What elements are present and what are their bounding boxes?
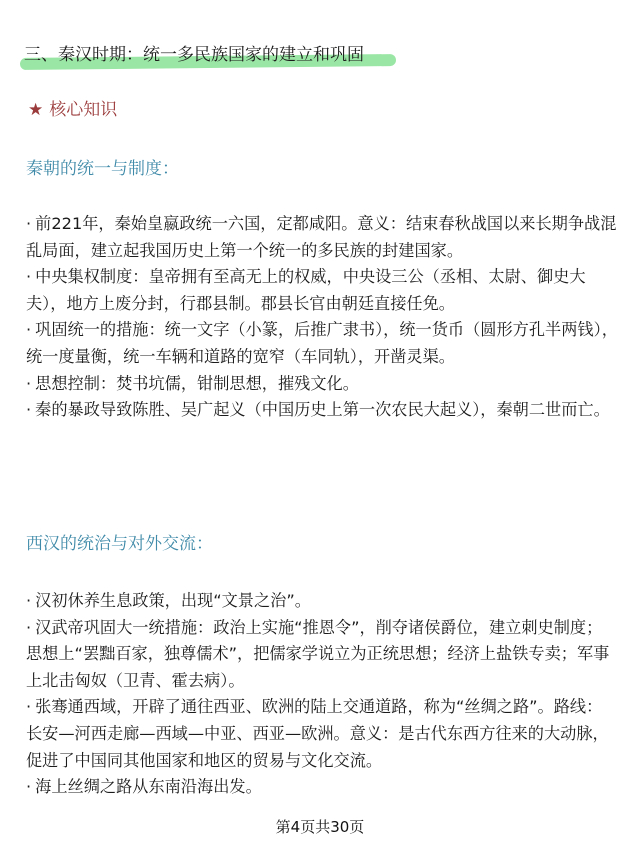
list-item bbox=[26, 211, 618, 264]
bullet-icon: · bbox=[26, 373, 32, 393]
list-item-text: 张骞通西域，开辟了通往西亚、欧洲的陆上交通道路，称为“丝绸之路”。路线：长安—河西走廊—西域—中亚、西亚—欧洲。意义：是古代东西方往来的大动脉，促进了中国同其他国家和地区的贸易与文化交流。 bbox=[26, 697, 609, 770]
bullet-icon: · bbox=[26, 214, 32, 233]
list-item-text: 汉武帝巩固大一统措施：政治上实施“推恩令”，削夺诸侯爵位，建立刺史制度；思想上“罢黜百家，独尊儒术”，把儒家学说立为正统思想；经济上盐铁专卖；军事上北击匈奴（卫青、霍去病）。 bbox=[26, 617, 610, 690]
bullet-icon: · bbox=[26, 320, 32, 340]
chapter-title: 三、秦汉时期：统一多民族国家的建立和巩固 bbox=[24, 45, 364, 65]
list-item bbox=[26, 588, 618, 615]
list-item bbox=[26, 264, 618, 317]
bullet-icon: · bbox=[26, 697, 32, 717]
list-item bbox=[26, 371, 618, 398]
list-item bbox=[26, 774, 618, 801]
list-item bbox=[26, 397, 618, 424]
list-item-text: 中央集权制度：皇帝拥有至高无上的权威，中央设三公（丞相、太尉、御史大夫），地方上废分封，行郡县制。郡县长官由朝廷直接任免。 bbox=[26, 267, 586, 313]
section-heading-western-han: 西汉的统治与对外交流： bbox=[26, 534, 213, 554]
list-item-text: 思想控制：焚书坑儒，钳制思想，摧残文化。 bbox=[35, 373, 359, 393]
list-item-text: 海上丝绸之路从东南沿海出发。 bbox=[35, 777, 262, 797]
section-heading-qin: 秦朝的统一与制度： bbox=[26, 159, 179, 179]
list-item bbox=[26, 615, 618, 695]
bullet-icon: · bbox=[26, 591, 32, 610]
list-item-text: 巩固统一的措施：统一文字（小篆，后推广隶书），统一货币（圆形方孔半两钱），统一度量衡，统一车辆和道路的宽窄（车同轨），开凿灵渠。 bbox=[26, 320, 618, 366]
list-item-text: 前221年，秦始皇嬴政统一六国，定都咸阳。意义：结束春秋战国以来长期争战混乱局面，建立起我国历史上第一个统一的多民族的封建国家。 bbox=[26, 214, 617, 260]
core-knowledge-heading bbox=[28, 99, 117, 121]
bullet-icon: · bbox=[26, 267, 32, 287]
bullet-list-western-han bbox=[26, 588, 618, 801]
core-knowledge-label: 核心知识 bbox=[49, 100, 118, 120]
bullet-icon: · bbox=[26, 777, 32, 797]
list-item-text: 秦的暴政导致陈胜、吴广起义（中国历史上第一次农民大起义），秦朝二世而亡。 bbox=[35, 400, 610, 420]
bullet-icon: · bbox=[26, 400, 32, 420]
star-icon: ★ bbox=[28, 100, 44, 120]
bullet-icon: · bbox=[26, 617, 32, 637]
bullet-list-qin bbox=[26, 211, 618, 424]
list-item-text: 汉初休养生息政策，出现“文景之治”。 bbox=[35, 591, 311, 610]
list-item bbox=[26, 317, 618, 370]
page-number: 第4页共30页 bbox=[275, 818, 365, 836]
list-item bbox=[26, 694, 618, 774]
